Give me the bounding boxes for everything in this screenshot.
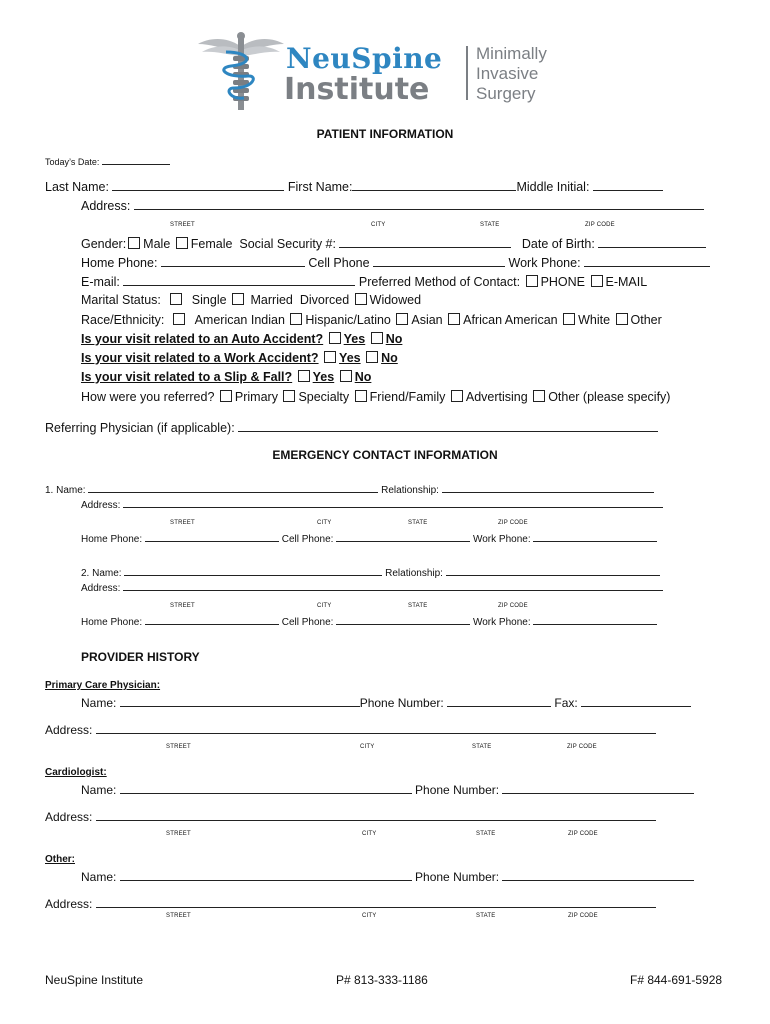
advertising-label: Advertising bbox=[465, 390, 528, 404]
patient-info-heading: PATIENT INFORMATION bbox=[316, 127, 454, 141]
slip-fall-question: Is your visit related to a Slip & Fall? bbox=[81, 370, 293, 384]
email-label: E-mail: bbox=[81, 275, 120, 289]
other-city-label: CITY bbox=[362, 913, 377, 919]
friend-checkbox[interactable] bbox=[355, 390, 367, 402]
ssn-field[interactable] bbox=[339, 236, 511, 248]
pcp-state-label: STATE bbox=[472, 744, 492, 750]
specialty-checkbox[interactable] bbox=[283, 390, 295, 402]
neuspine-logo bbox=[196, 30, 576, 114]
pcp-phone-field[interactable] bbox=[447, 695, 551, 707]
other-name-label: Name: bbox=[81, 870, 117, 884]
other-state-label: STATE bbox=[476, 913, 496, 919]
ec2-city-label: CITY bbox=[317, 603, 332, 609]
female-label: Female bbox=[190, 237, 233, 251]
addr-state-label: STATE bbox=[480, 222, 500, 228]
ec2-relationship-field[interactable] bbox=[446, 566, 660, 576]
addr-street-label: STREET bbox=[170, 222, 195, 228]
ec2-name-label: 2. Name: bbox=[81, 568, 122, 579]
auto-yes-label: Yes bbox=[343, 332, 366, 346]
ec2-cell-phone-field[interactable] bbox=[336, 615, 470, 625]
pcp-fax-label: Fax: bbox=[554, 696, 578, 710]
email-checkbox[interactable] bbox=[591, 275, 603, 287]
ec1-home-phone-field[interactable] bbox=[145, 532, 279, 542]
ec1-name-label: 1. Name: bbox=[45, 485, 86, 496]
pcp-address-field[interactable] bbox=[96, 722, 656, 734]
other-phone-field[interactable] bbox=[502, 869, 694, 881]
friend-label: Friend/Family bbox=[369, 390, 446, 404]
ec1-state-label: STATE bbox=[408, 520, 428, 526]
other-address-label: Address: bbox=[45, 897, 93, 911]
ec2-street-label: STREET bbox=[170, 603, 195, 609]
addr-city-label: CITY bbox=[371, 222, 386, 228]
home-phone-label: Home Phone: bbox=[81, 256, 158, 270]
specialty-label: Specialty bbox=[298, 390, 350, 404]
slip-no-checkbox[interactable] bbox=[340, 370, 352, 382]
slip-yes-checkbox[interactable] bbox=[298, 370, 310, 382]
other-address-field[interactable] bbox=[96, 896, 656, 908]
marital-label: Marital Status: bbox=[81, 293, 161, 307]
primary-checkbox[interactable] bbox=[220, 390, 232, 402]
auto-yes-checkbox[interactable] bbox=[329, 332, 341, 344]
pcp-name-label: Name: bbox=[81, 696, 117, 710]
single-label: Single bbox=[191, 293, 227, 307]
dob-field[interactable] bbox=[598, 236, 706, 248]
amer-indian-label: American Indian bbox=[194, 313, 285, 327]
ec1-work-phone-field[interactable] bbox=[533, 532, 657, 542]
ec2-home-phone-field[interactable] bbox=[145, 615, 279, 625]
preferred-contact-label: Preferred Method of Contact: bbox=[358, 275, 521, 289]
logo-tagline-1: Minimally bbox=[476, 44, 547, 63]
slip-no-label: No bbox=[354, 370, 372, 384]
hispanic-checkbox[interactable] bbox=[290, 313, 302, 325]
work-accident-question: Is your visit related to a Work Accident? bbox=[81, 351, 319, 365]
logo-name-top: NeuSpine bbox=[286, 42, 443, 75]
other-race-checkbox[interactable] bbox=[616, 313, 628, 325]
widowed-label: Widowed bbox=[369, 293, 422, 307]
auto-accident-question: Is your visit related to an Auto Accident? bbox=[81, 332, 324, 346]
addr-zip-label: ZIP CODE bbox=[585, 222, 615, 228]
ec1-cell-phone-field[interactable] bbox=[336, 532, 470, 542]
ec1-zip-label: ZIP CODE bbox=[498, 520, 528, 526]
pcp-street-label: STREET bbox=[166, 744, 191, 750]
ec2-name-field[interactable] bbox=[124, 566, 382, 576]
ec1-relationship-label: Relationship: bbox=[381, 485, 439, 496]
cardio-phone-field[interactable] bbox=[502, 782, 694, 794]
first-name-field[interactable] bbox=[352, 179, 516, 191]
ref-physician-label: Referring Physician (if applicable): bbox=[45, 421, 235, 435]
other-provider-heading: Other: bbox=[45, 854, 75, 865]
cell-phone-label: Cell Phone bbox=[308, 256, 370, 270]
last-name-label: Last Name: bbox=[45, 180, 109, 194]
widowed-checkbox[interactable] bbox=[355, 293, 367, 305]
male-checkbox[interactable] bbox=[128, 237, 140, 249]
pcp-phone-label: Phone Number: bbox=[359, 696, 444, 710]
other-zip-label: ZIP CODE bbox=[568, 913, 598, 919]
male-label: Male bbox=[143, 237, 171, 251]
ec1-cell-phone-label: Cell Phone: bbox=[281, 534, 334, 545]
married-checkbox[interactable] bbox=[232, 293, 244, 305]
primary-label: Primary bbox=[234, 390, 278, 404]
ec2-state-label: STATE bbox=[408, 603, 428, 609]
african-label: African American bbox=[463, 313, 558, 327]
address-field[interactable] bbox=[134, 198, 704, 210]
divorced-label: Divorced bbox=[299, 293, 350, 307]
cardio-name-field[interactable] bbox=[120, 782, 412, 794]
auto-no-label: No bbox=[385, 332, 403, 346]
provider-heading: PROVIDER HISTORY bbox=[81, 650, 200, 664]
footer-org: NeuSpine Institute bbox=[45, 973, 144, 987]
other-name-field[interactable] bbox=[120, 869, 412, 881]
footer-fax: F# 844-691-5928 bbox=[630, 973, 723, 987]
pcp-name-field[interactable] bbox=[120, 695, 360, 707]
ec1-address-field[interactable] bbox=[123, 498, 663, 508]
other-phone-label: Phone Number: bbox=[415, 870, 500, 884]
phone-checkbox[interactable] bbox=[526, 275, 538, 287]
referred-label: How were you referred? bbox=[81, 390, 215, 404]
work-yes-label: Yes bbox=[339, 351, 361, 365]
hispanic-label: Hispanic/Latino bbox=[305, 313, 391, 327]
asian-label: Asian bbox=[411, 313, 443, 327]
asian-checkbox[interactable] bbox=[396, 313, 408, 325]
footer-phone: P# 813-333-1186 bbox=[336, 973, 428, 987]
cardio-street-label: STREET bbox=[166, 831, 191, 837]
amer-indian-checkbox[interactable] bbox=[173, 313, 185, 325]
cardio-heading: Cardiologist: bbox=[45, 767, 107, 778]
married-label: Married bbox=[250, 293, 293, 307]
email-field[interactable] bbox=[123, 274, 355, 286]
ec1-home-phone-label: Home Phone: bbox=[81, 534, 143, 545]
slip-yes-label: Yes bbox=[312, 370, 335, 384]
ec2-address-label: Address: bbox=[81, 583, 121, 594]
pcp-fax-field[interactable] bbox=[581, 695, 691, 707]
cardio-name-label: Name: bbox=[81, 783, 117, 797]
last-name-field[interactable] bbox=[112, 179, 284, 191]
cardio-state-label: STATE bbox=[476, 831, 496, 837]
work-phone-field[interactable] bbox=[584, 255, 710, 267]
logo-tagline-2: Invasive bbox=[476, 64, 539, 83]
home-phone-field[interactable] bbox=[161, 255, 305, 267]
cardio-city-label: CITY bbox=[362, 831, 377, 837]
pcp-city-label: CITY bbox=[360, 744, 375, 750]
race-label: Race/Ethnicity: bbox=[81, 313, 165, 327]
single-checkbox[interactable] bbox=[170, 293, 182, 305]
ec2-work-phone-field[interactable] bbox=[533, 615, 657, 625]
african-checkbox[interactable] bbox=[448, 313, 460, 325]
ec1-city-label: CITY bbox=[317, 520, 332, 526]
ec1-address-label: Address: bbox=[81, 500, 121, 511]
white-checkbox[interactable] bbox=[563, 313, 575, 325]
other-street-label: STREET bbox=[166, 913, 191, 919]
gender-label: Gender: bbox=[81, 237, 127, 251]
pcp-zip-label: ZIP CODE bbox=[567, 744, 597, 750]
ec1-work-phone-label: Work Phone: bbox=[472, 534, 531, 545]
dob-label: Date of Birth: bbox=[521, 237, 595, 251]
ssn-label: Social Security #: bbox=[239, 237, 336, 251]
other-referral-checkbox[interactable] bbox=[533, 390, 545, 402]
work-no-checkbox[interactable] bbox=[366, 351, 378, 363]
emergency-heading: EMERGENCY CONTACT INFORMATION bbox=[272, 448, 498, 462]
first-name-label: First Name: bbox=[287, 180, 353, 194]
pcp-address-label: Address: bbox=[45, 723, 93, 737]
ec1-street-label: STREET bbox=[170, 520, 195, 526]
email-option-label: E-MAIL bbox=[605, 275, 648, 289]
cardio-address-label: Address: bbox=[45, 810, 93, 824]
work-yes-checkbox[interactable] bbox=[324, 351, 336, 363]
work-phone-label: Work Phone: bbox=[508, 256, 581, 270]
female-checkbox[interactable] bbox=[176, 237, 188, 249]
work-no-label: No bbox=[381, 351, 398, 365]
auto-no-checkbox[interactable] bbox=[371, 332, 383, 344]
ec1-relationship-field[interactable] bbox=[442, 483, 654, 493]
ec2-work-phone-label: Work Phone: bbox=[472, 617, 531, 628]
todays-date-field[interactable] bbox=[102, 155, 170, 165]
advertising-checkbox[interactable] bbox=[451, 390, 463, 402]
middle-initial-label: Middle Initial: bbox=[516, 180, 590, 194]
cardio-address-field[interactable] bbox=[96, 809, 656, 821]
todays-date-label: Today’s Date: bbox=[45, 157, 100, 167]
ec2-cell-phone-label: Cell Phone: bbox=[281, 617, 334, 628]
logo-tagline-3: Surgery bbox=[476, 84, 536, 103]
middle-initial-field[interactable] bbox=[593, 179, 663, 191]
logo-name-bottom: Institute bbox=[284, 72, 430, 107]
ec1-name-field[interactable] bbox=[88, 483, 378, 493]
ec2-relationship-label: Relationship: bbox=[385, 568, 443, 579]
ec2-address-field[interactable] bbox=[123, 581, 663, 591]
ec2-home-phone-label: Home Phone: bbox=[81, 617, 143, 628]
cardio-phone-label: Phone Number: bbox=[415, 783, 500, 797]
ref-physician-field[interactable] bbox=[238, 420, 658, 432]
pcp-heading: Primary Care Physician: bbox=[45, 680, 161, 691]
address-label: Address: bbox=[81, 199, 131, 213]
other-race-label: Other bbox=[630, 313, 662, 327]
cardio-zip-label: ZIP CODE bbox=[568, 831, 598, 837]
phone-option-label: PHONE bbox=[540, 275, 586, 289]
ec2-zip-label: ZIP CODE bbox=[498, 603, 528, 609]
white-label: White bbox=[578, 313, 611, 327]
other-referral-label: Other (please specify) bbox=[548, 390, 671, 404]
cell-phone-field[interactable] bbox=[373, 255, 505, 267]
